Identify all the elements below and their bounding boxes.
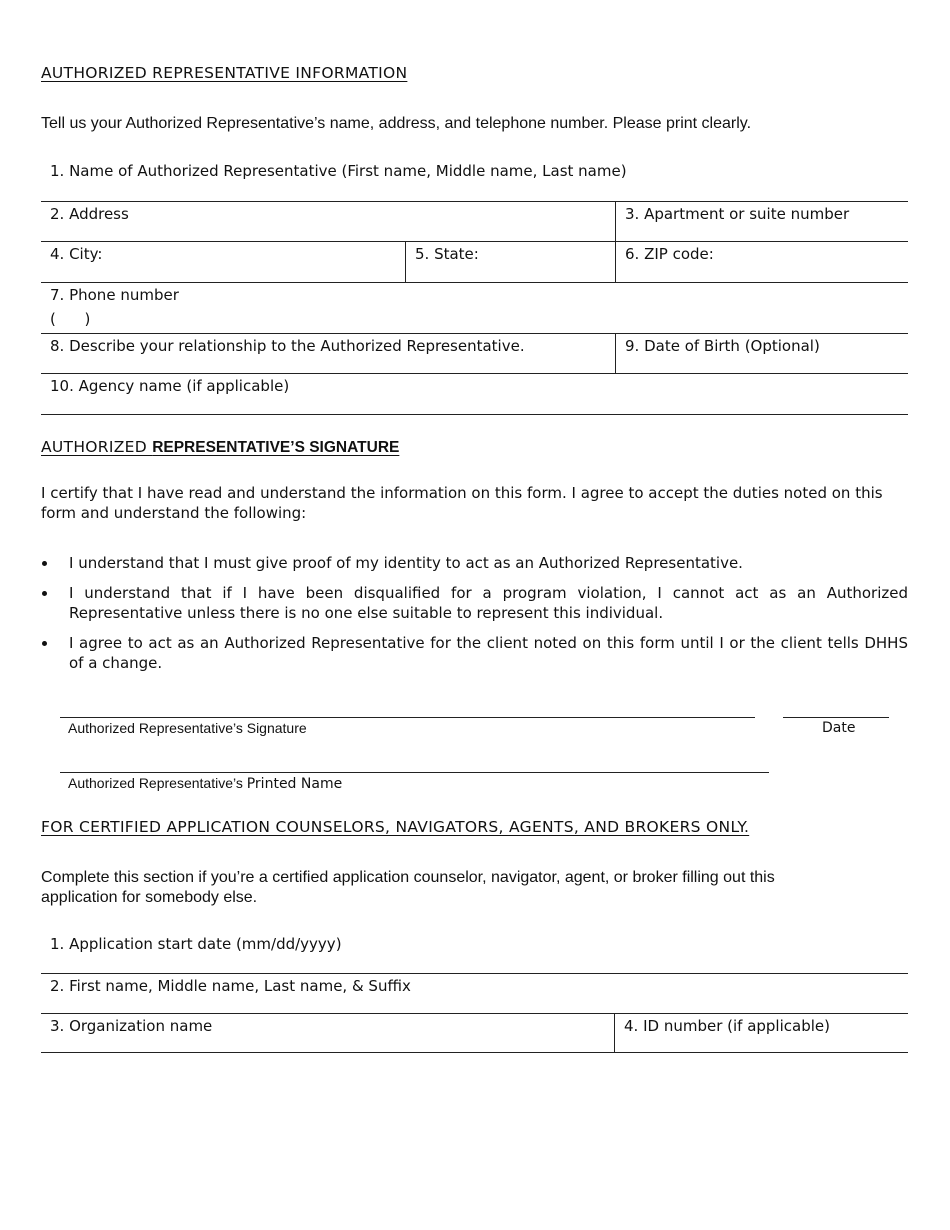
field-start-date-label: 1. Application start date (mm/dd/yyyy)	[50, 935, 342, 953]
field-state-label: 5. State:	[415, 245, 479, 263]
counselor-intro	[41, 868, 775, 908]
field-counselor-name[interactable]	[41, 974, 908, 1014]
date-line-label: Date	[822, 720, 856, 736]
field-organization-label: 3. Organization name	[50, 1017, 213, 1035]
field-organization[interactable]	[41, 1014, 615, 1053]
duty-item: I agree to act as an Authorized Representative for the client noted on this form until I or the client tells DHHS of a change.	[41, 633, 908, 673]
field-zip-label: 6. ZIP code:	[625, 245, 714, 263]
duty-item: I understand that if I have been disqualified for a program violation, I cannot act as an Authorized Representative unless there is no one else suitable to represent this individual.	[41, 583, 908, 623]
field-apartment[interactable]	[616, 202, 909, 242]
field-city[interactable]	[41, 242, 406, 283]
field-dob-label: 9. Date of Birth (Optional)	[625, 337, 820, 355]
duty-item: I understand that I must give proof of my identity to act as an Authorized Representative.	[41, 553, 908, 573]
field-zip[interactable]	[616, 242, 909, 283]
duty-list	[41, 553, 908, 683]
rep-info-table	[41, 201, 908, 415]
field-id-number-label: 4. ID number (if applicable)	[624, 1017, 830, 1035]
phone-area-code: ( )	[50, 310, 91, 328]
date-line[interactable]	[783, 717, 889, 718]
field-state[interactable]	[406, 242, 616, 283]
field-city-label: 4. City:	[50, 245, 103, 263]
field-agency-label: 10. Agency name (if applicable)	[50, 377, 290, 395]
certify-text: I certify that I have read and understand the information on this form. I agree to accept the duties noted on this form and understand the following:	[41, 484, 883, 522]
printed-name-label-suffix: Printed Name	[246, 776, 343, 792]
field-agency[interactable]	[41, 374, 908, 415]
field-phone-label: 7. Phone number	[50, 286, 179, 304]
rep-info-intro: Tell us your Authorized Representative’s name, address, and telephone number. Please print clearly.	[41, 115, 752, 132]
field-address-label: 2. Address	[50, 205, 129, 223]
field-counselor-name-label: 2. First name, Middle name, Last name, & Suffix	[50, 977, 411, 995]
signature-line[interactable]	[60, 717, 755, 718]
signature-heading-plain: AUTHORIZED	[41, 438, 153, 456]
printed-name-label	[68, 774, 342, 792]
field-apartment-label: 3. Apartment or suite number	[625, 205, 850, 223]
field-address[interactable]	[41, 202, 616, 242]
field-relationship-label: 8. Describe your relationship to the Authorized Representative.	[50, 337, 525, 355]
field-relationship[interactable]	[41, 334, 616, 374]
printed-name-label-prefix: Authorized Representative’s	[68, 775, 247, 791]
counselor-heading: FOR CERTIFIED APPLICATION COUNSELORS, NAVIGATORS, AGENTS, AND BROKERS ONLY.	[41, 818, 750, 836]
signature-line-label: Authorized Representative’s Signature	[68, 720, 307, 736]
field-id-number[interactable]	[615, 1014, 909, 1053]
counselor-intro-line1: Complete this section if you’re a certified application counselor, navigator, agent, or broker filling out this	[41, 869, 775, 886]
field-phone[interactable]	[41, 283, 908, 334]
field-dob[interactable]	[616, 334, 909, 374]
signature-heading	[41, 438, 399, 457]
counselor-table	[41, 973, 908, 1053]
field-rep-name-label: 1. Name of Authorized Representative (First name, Middle name, Last name)	[50, 162, 627, 180]
printed-name-line[interactable]	[60, 772, 769, 773]
counselor-intro-line2: application for somebody else.	[41, 889, 258, 906]
signature-heading-bold: REPRESENTATIVE’S SIGNATURE	[152, 439, 400, 456]
rep-info-heading: AUTHORIZED REPRESENTATIVE INFORMATION	[41, 64, 408, 82]
